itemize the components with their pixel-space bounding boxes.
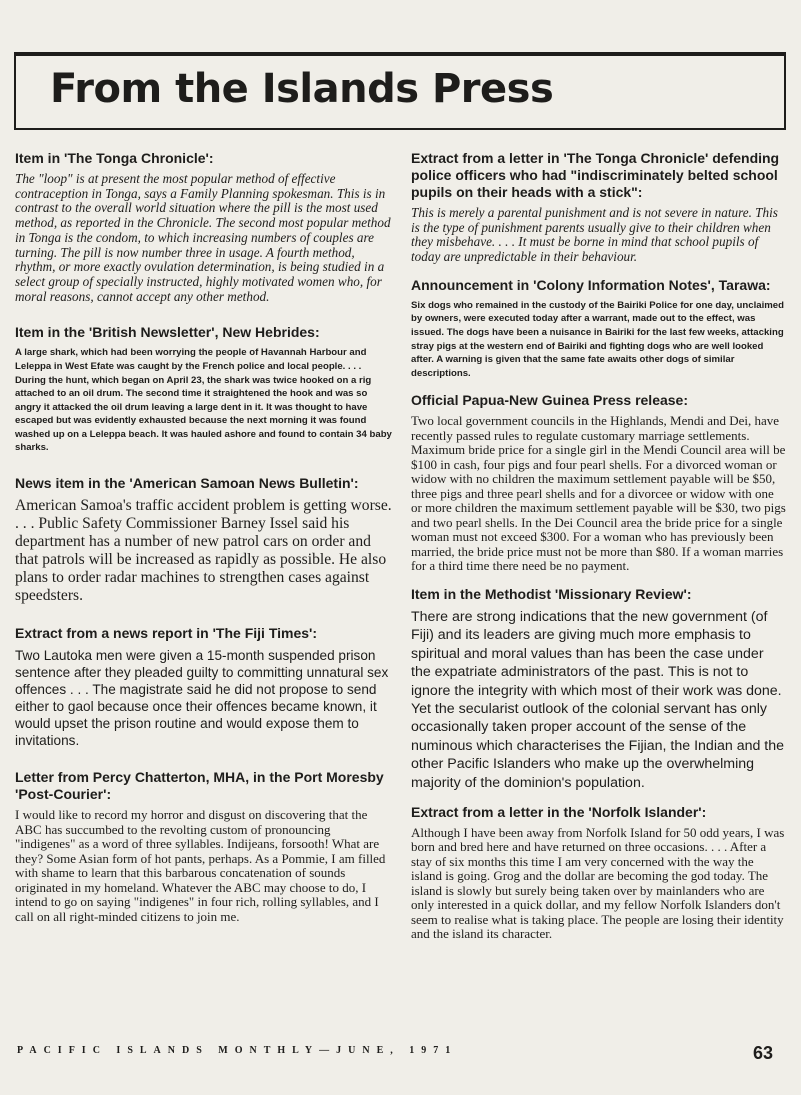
article-body: Although I have been away from Norfolk Island for 50 odd years, I was born and bred here and have returned on three occasions. . . . After a stay of six months this time I am very concerned with the way the island is going. Grog and the dollar are becoming the god today. The island is slowly but surely being taken over by mainlanders who are only interested in a quick dollar, and my fellow Norfolk Islanders don't seem to realise what is taking place. The people are losing their identity and the island its character. [411, 824, 785, 942]
article-body: I would like to record my horror and disgust on discovering that the ABC has succumbed to the revolting custom of pronouncing "indigenes" as a word of three syllables. Indijeans, forsooth! What are they? Some Asian form of hot pants, perhaps. As a Pommie, I am filled with shame to learn that this barbarous concatenation of sounds originated in my homeland. Whatever the ABC may choose to do, I intend to go on saying "indigenes" in four rich, rolling syllables, and I call on all right-minded citizens to join me. [15, 807, 386, 924]
article-body: A large shark, which had been worrying the people of Havannah Harbour and Leleppa in West Efate was caught by the French police and local people. . . . During the hunt, which began on April 23, the shark was twice hooked on a rig attached to an oil drum. The second time it straightened the hook and was so angry it attacked the oil drum leaving a large dent in it. It was thought to have escaped but was evidently exhausted because the next morning it was found washed up on a Leleppa beach. It was hauled ashore and found to contain 34 baby sharks. [15, 347, 392, 454]
article-tonga-police [411, 150, 787, 265]
article-heading: News item in the 'American Samoan News Bulletin': [15, 475, 359, 492]
article-heading: Official Papua-New Guinea Press release: [411, 392, 689, 409]
article-samoa-traffic [15, 475, 392, 605]
article-body: Two Lautoka men were given a 15-month suspended prison sentence after they pleaded guilty to committing unnatural sex offences . . . The magistrate said he did not propose to send either to gaol because once their offences became known, it would upset the prison routine and would expose them to invitations. [15, 648, 389, 749]
footer-publication: PACIFIC ISLANDS MONTHLY—JUNE, 1971 [17, 1045, 458, 1056]
page-title: From the Islands Press [50, 66, 554, 112]
article-norfolk-islander [411, 804, 787, 942]
article-heading: Announcement in 'Colony Information Notes', Tarawa: [411, 276, 771, 293]
article-heading: Item in the Methodist 'Missionary Review': [411, 585, 692, 602]
right-column [411, 150, 787, 954]
article-fiji-times [15, 625, 392, 749]
title-box [14, 52, 786, 130]
article-tarawa-dogs [411, 277, 787, 381]
article-body: The "loop" is at present the most popular method of effective contraception in Tonga, says a Family Planning spokesman. This is in contrast to the overall world situation where the pill is the most used method, as reported in the Chronicle. The second most popular method in Tonga is the condom, to which increasing numbers of couples are turning. The pill is now number three in usage. A fourth method, rhythm, or more exactly ovulation determination, is being studied in a select group of specially instructed, highly motivated women who, for moral reasons, cannot accept any other method. [15, 171, 391, 304]
article-heading: Letter from Percy Chatterton, MHA, in the Port Moresby 'Post-Courier': [15, 769, 384, 803]
article-body: Two local government councils in the Highlands, Mendi and Dei, have recently passed rules to regulate customary marriage settlements. Maximum bride price for a single girl in the Mendi Council area will be $100 in cash, four pigs and four pearl shells. For a divorced woman or widow with no children the maximum settlement payable will be $50, three pigs and three pearl shells and for a divorcee or widow with one or more children the maximum settlement payable will be $30, two pigs and two pearl shells. In the Dei Council area the bride price for a single woman must not exceed $300. For a woman who has previously been married, the bride price must not be more than $80. If a woman marries for a third time there need be no payment. [411, 413, 786, 574]
article-body: This is merely a parental punishment and is not severe in nature. This is the type of punishment parents usually give to their children when they misbehave. . . . It must be borne in mind that school pupils of today are unpredictable in their behaviour. [411, 205, 778, 265]
page-number: 63 [752, 1043, 773, 1063]
article-body: There are strong indications that the new government (of Fiji) and its leaders are giving much more emphasis to spiritual and moral values than has been the case under the expatriate administrators of the past. This is not to ignore the integrity with which most of their work was done. Yet the secularist outlook of the colonial servant has only occasionally taken proper account of the sense of the numinous which characterises the Fijian, the Indian and the other Pacific Islanders who make up the overwhelming majority of the dominion's population. [411, 608, 785, 791]
article-heading: Item in the 'British Newsletter', New Hebrides: [15, 324, 320, 341]
article-heading: Extract from a news report in 'The Fiji Times': [15, 625, 318, 642]
article-heading: Extract from a letter in the 'Norfolk Islander': [411, 803, 707, 820]
article-shark [15, 324, 392, 455]
article-heading: Extract from a letter in 'The Tonga Chronicle' defending police officers who had "indiscriminately belted school pupils on their heads with a stick": [411, 150, 780, 200]
left-column [15, 150, 392, 944]
article-chatterton-letter [15, 769, 392, 924]
article-heading: Item in 'The Tonga Chronicle': [15, 150, 214, 166]
article-tonga-contraception [15, 150, 392, 304]
article-missionary-review [411, 586, 787, 792]
article-body: Six dogs who remained in the custody of the Bairiki Police for one day, unclaimed by owners, were executed today after a warrant, made out to the effect, was issued. The dogs have been a nuisance in Bairiki for the last few weeks, attacking stray pigs at the western end of Bairiki and fighting dogs who are well looked after. A warning is given that the same fate awaits other dogs of similar descriptions. [411, 299, 784, 379]
article-body: American Samoa's traffic accident problem is getting worse. . . . Public Safety Commissioner Barney Issel said his department has a number of new patrol cars on order and that patrols will be increased as rapidly as possible. He also plans to order radar machines to strengthen cases against speedsters. [15, 497, 392, 605]
article-png-bride-price [411, 392, 787, 574]
